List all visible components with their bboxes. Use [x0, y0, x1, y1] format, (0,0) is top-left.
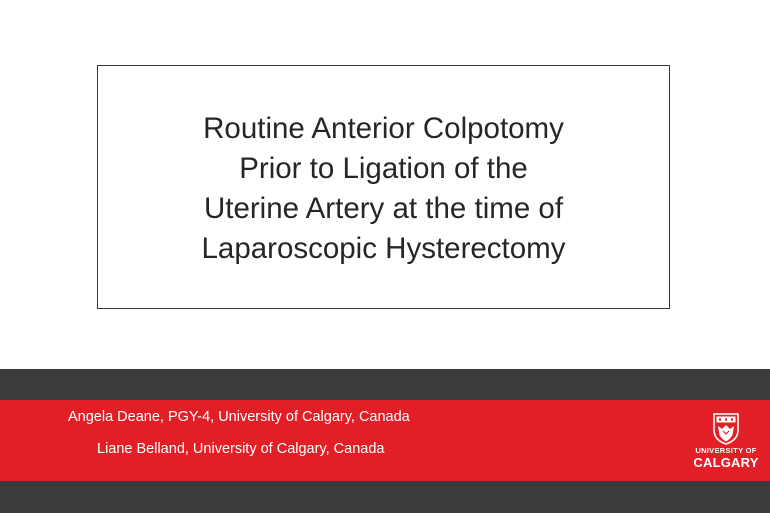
- footer-band-dark-top: [0, 369, 770, 400]
- university-logo: [690, 413, 762, 473]
- university-crest-icon: [713, 413, 739, 445]
- title-line: Uterine Artery at the time of: [203, 192, 564, 225]
- title-line: Laparoscopic Hysterectomy: [201, 232, 566, 265]
- logo-text-university-of: UNIVERSITY OF: [695, 446, 757, 455]
- footer-band-dark-bottom: [0, 481, 770, 513]
- author-line-1: Angela Deane, PGY-4, University of Calgary, Canada: [68, 409, 410, 425]
- title-box: [97, 65, 670, 309]
- slide-title: [98, 105, 669, 269]
- title-line: Prior to Ligation of the: [239, 152, 528, 185]
- logo-text-calgary: CALGARY: [693, 455, 759, 470]
- title-line: Routine Anterior Colpotomy: [203, 112, 564, 145]
- author-line-2: Liane Belland, University of Calgary, Canada: [97, 441, 385, 457]
